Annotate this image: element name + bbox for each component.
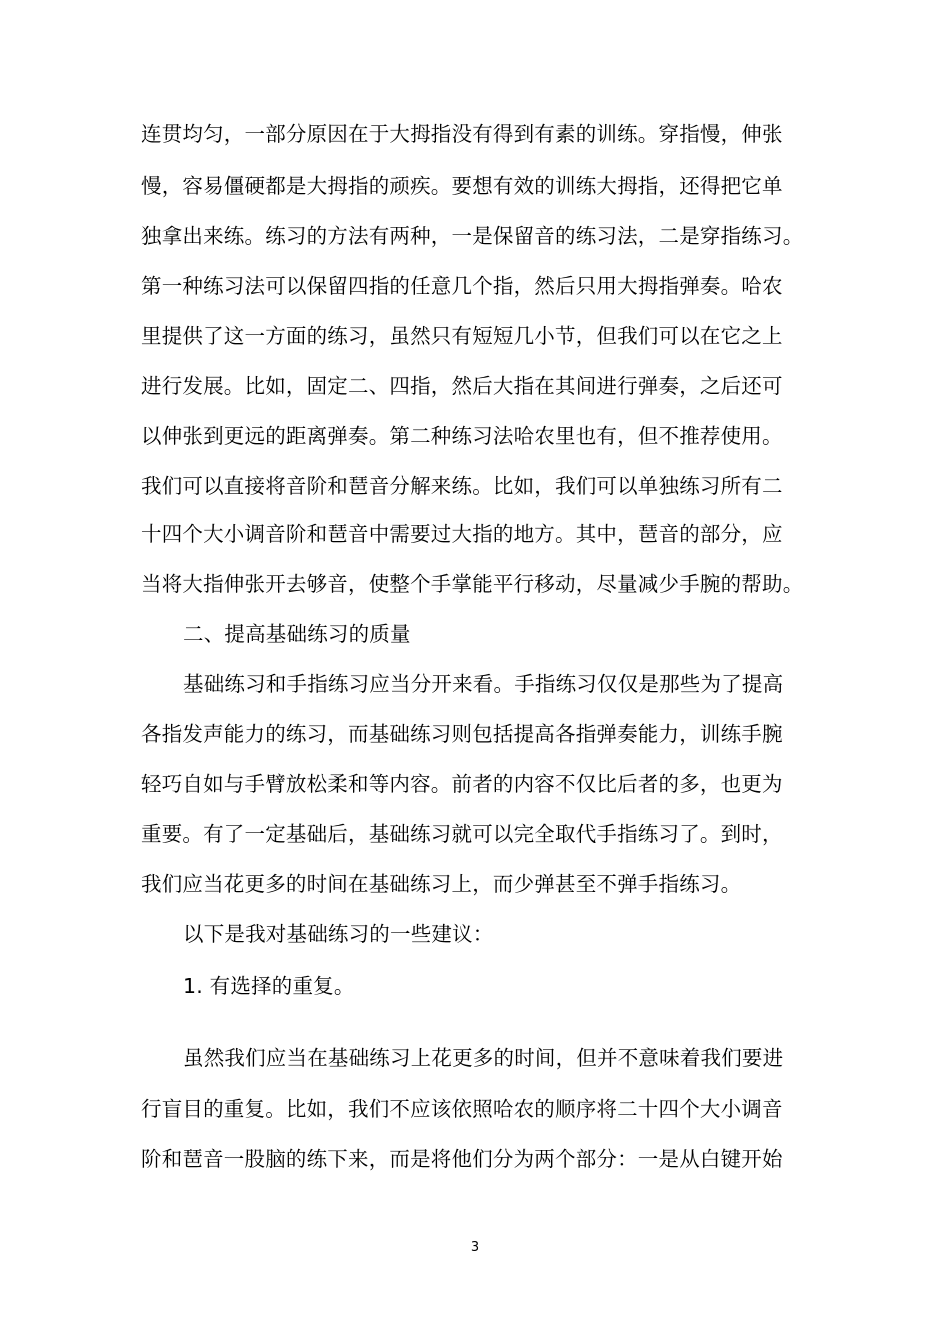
body-text-line: 我们应当花更多的时间在基础练习上，而少弹甚至不弹手指练习。 bbox=[141, 872, 742, 896]
body-text-line: 阶和琶音一股脑的练下来，而是将他们分为两个部分：一是从白键开始 bbox=[141, 1147, 783, 1171]
body-text-line: 我们可以直接将音阶和琶音分解来练。比如，我们可以单独练习所有二 bbox=[141, 474, 783, 498]
body-text-line: 进行发展。比如，固定二、四指，然后大指在其间进行弹奏，之后还可 bbox=[141, 374, 783, 398]
list-item-heading: 1. 有选择的重复。 bbox=[183, 974, 355, 998]
body-text-line: 里提供了这一方面的练习，虽然只有短短几小节，但我们可以在它之上 bbox=[141, 324, 783, 348]
intro-line: 以下是我对基础练习的一些建议： bbox=[183, 922, 494, 946]
body-text-line: 虽然我们应当在基础练习上花更多的时间，但并不意味着我们要进 bbox=[183, 1046, 784, 1070]
body-text-line: 重要。有了一定基础后，基础练习就可以完全取代手指练习了。到时， bbox=[141, 822, 783, 846]
page-number: 3 bbox=[470, 1240, 480, 1255]
body-text-line: 基础练习和手指练习应当分开来看。手指练习仅仅是那些为了提高 bbox=[183, 672, 784, 696]
body-text-line: 独拿出来练。练习的方法有两种，一是保留音的练习法，二是穿指练习。 bbox=[141, 224, 804, 248]
body-text-line: 连贯均匀，一部分原因在于大拇指没有得到有素的训练。穿指慢，伸张 bbox=[141, 122, 783, 146]
body-text-line: 行盲目的重复。比如，我们不应该依照哈农的顺序将二十四个大小调音 bbox=[141, 1097, 783, 1121]
body-text-line: 轻巧自如与手臂放松柔和等内容。前者的内容不仅比后者的多，也更为 bbox=[141, 772, 783, 796]
body-text-line: 以伸张到更远的距离弹奏。第二种练习法哈农里也有，但不推荐使用。 bbox=[141, 424, 783, 448]
body-text-line: 十四个大小调音阶和琶音中需要过大指的地方。其中，琶音的部分，应 bbox=[141, 522, 783, 546]
body-text-line: 第一种练习法可以保留四指的任意几个指，然后只用大拇指弹奏。哈农 bbox=[141, 274, 783, 298]
body-text-line: 各指发声能力的练习，而基础练习则包括提高各指弹奏能力，训练手腕 bbox=[141, 722, 783, 746]
section-heading: 二、提高基础练习的质量 bbox=[183, 622, 411, 646]
body-text-line: 当将大指伸张开去够音，使整个手掌能平行移动，尽量减少手腕的帮助。 bbox=[141, 572, 804, 596]
body-text-line: 慢，容易僵硬都是大拇指的顽疾。要想有效的训练大拇指，还得把它单 bbox=[141, 174, 783, 198]
